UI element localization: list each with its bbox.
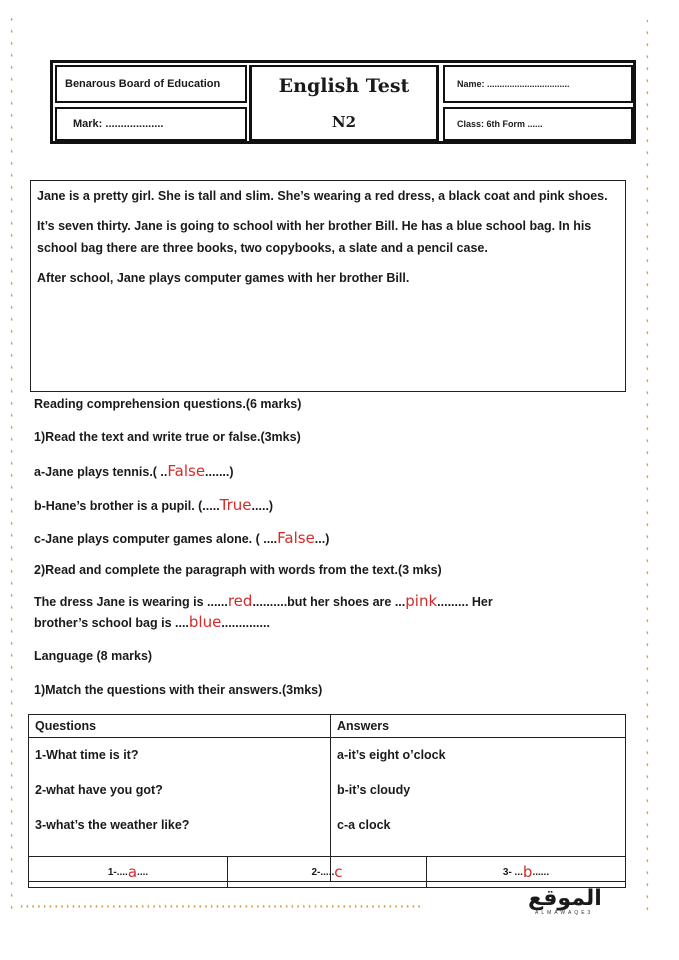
answer-item: a-it’s eight o’clock xyxy=(337,748,446,762)
item-text: a-Jane plays tennis.( .. xyxy=(34,465,168,479)
border-dot: ❜ xyxy=(646,547,649,557)
board-of-education: Benarous Board of Education xyxy=(55,65,247,103)
border-dot: ❛ xyxy=(10,113,13,123)
border-dot: ❛ xyxy=(10,149,13,159)
complete-paragraph-line-2 xyxy=(34,613,270,631)
border-dot: ❛ xyxy=(10,593,13,603)
border-dot: ❛ xyxy=(10,437,13,447)
border-dot: ❛ xyxy=(10,569,13,579)
border-dot: ❛ xyxy=(10,617,13,627)
border-dot: ❜ xyxy=(646,295,649,305)
border-dot: ❛ xyxy=(10,389,13,399)
border-dot: ❜ xyxy=(646,859,649,869)
border-dot: ❜ xyxy=(646,79,649,89)
border-dot: ❛ xyxy=(10,677,13,687)
border-dot: ❛ xyxy=(10,701,13,711)
border-dot: ❜ xyxy=(646,451,649,461)
border-dot: ❜ xyxy=(646,475,649,485)
passage-paragraph-3: After school, Jane plays computer games with her brother Bill. xyxy=(37,271,410,285)
page-border-left xyxy=(10,18,20,918)
answer-item: b-it’s cloudy xyxy=(337,783,411,797)
name-field: Name: ................................. xyxy=(443,65,633,103)
border-dot: ❛ xyxy=(10,605,13,615)
border-dot: ❛ xyxy=(10,797,13,807)
border-dot: ❛ xyxy=(10,485,13,495)
question-item: 1-What time is it? xyxy=(35,748,139,762)
handwritten-answer: blue xyxy=(188,613,222,631)
border-dot: ❛ xyxy=(10,221,13,231)
border-dot: ❜ xyxy=(646,883,649,893)
border-dot: ❜ xyxy=(646,259,649,269)
border-dot: ❜ xyxy=(646,835,649,845)
border-dot: ❛ xyxy=(10,749,13,759)
reading-question-1: 1)Read the text and write true or false.(3mks) xyxy=(34,430,301,444)
border-dot: ❛ xyxy=(10,905,13,915)
border-dot: ❛ xyxy=(10,317,13,327)
page-border-bottom: ❛ ❛ ❛ ❛ ❛ ❛ ❛ ❛ ❛ ❛ ❛ ❛ ❛ ❛ ❛ ❛ ❛ ❛ ❛ ❛ ❛ ❛ ❛ ❛ ❛ ❛ ❛ ❛ ❛ ❛ ❛ ❛ ❛ ❛ ❛ ❛ ❛ ❛ ❛ ❛ ❛ ❛ ❛ ❛ ❛ ❛ ❛ ❛ ❛ ❛ ❛ ❛ ❛ ❛ ❛ ❛ ❛ ❛ ❛ ❛ ❛ ❛ ❛ ❛ ❛ ❛ ❛ ❛ ❛ ❛ xyxy=(20,905,421,914)
border-dot: ❛ xyxy=(10,18,13,27)
handwritten-answer: b xyxy=(522,863,533,881)
border-dot: ❛ xyxy=(10,629,13,639)
border-dot: ❛ xyxy=(10,761,13,771)
border-dot: ❜ xyxy=(646,367,649,377)
test-title: English Test xyxy=(278,75,410,97)
item-text: ......... Her xyxy=(437,595,493,609)
question-item: 3-what’s the weather like? xyxy=(35,818,190,832)
border-dot: ❛ xyxy=(10,269,13,279)
border-dot: ❜ xyxy=(646,283,649,293)
true-false-b xyxy=(34,496,273,514)
border-dot: ❜ xyxy=(646,691,649,701)
border-dot: ❛ xyxy=(10,521,13,531)
border-dot: ❛ xyxy=(10,473,13,483)
border-dot: ❜ xyxy=(646,799,649,809)
border-dot: ❜ xyxy=(646,871,649,881)
language-heading: Language (8 marks) xyxy=(34,649,153,663)
border-dot: ❜ xyxy=(646,307,649,317)
border-dot: ❛ xyxy=(10,773,13,783)
border-dot: ❜ xyxy=(646,355,649,365)
border-dot: ❜ xyxy=(646,571,649,581)
border-dot: ❛ xyxy=(10,497,13,507)
border-dot: ❛ xyxy=(10,641,13,651)
border-dot: ❜ xyxy=(646,907,649,917)
border-dot: ❜ xyxy=(646,43,649,53)
handwritten-answer: c xyxy=(334,863,343,881)
border-dot: ❜ xyxy=(646,427,649,437)
test-number: N2 xyxy=(331,113,357,131)
border-dot: ❛ xyxy=(10,581,13,591)
border-dot: ❜ xyxy=(646,715,649,725)
border-dot: ❜ xyxy=(646,199,649,209)
border-dot: ❜ xyxy=(646,247,649,257)
border-dot: ❜ xyxy=(646,235,649,245)
border-dot: ❛ xyxy=(10,881,13,891)
border-dot: ❜ xyxy=(646,403,649,413)
border-dot: ❛ xyxy=(10,173,13,183)
page-border-right xyxy=(646,20,668,920)
border-dot: ❛ xyxy=(10,209,13,219)
item-text: 2-..... xyxy=(311,866,335,878)
border-dot: ❜ xyxy=(646,20,649,29)
border-dot: ❛ xyxy=(10,557,13,567)
border-dot: ❜ xyxy=(646,895,649,905)
border-dot: ❜ xyxy=(646,655,649,665)
border-dot: ❜ xyxy=(646,631,649,641)
true-false-c xyxy=(34,529,329,547)
border-dot: ❛ xyxy=(10,281,13,291)
border-dot: ❜ xyxy=(646,103,649,113)
border-dot: ❛ xyxy=(10,341,13,351)
class-field: Class: 6th Form ...... xyxy=(443,107,633,141)
border-dot: ❜ xyxy=(646,583,649,593)
border-dot: ❛ xyxy=(10,689,13,699)
complete-paragraph-line-1 xyxy=(34,592,493,610)
border-dot: ❛ xyxy=(10,785,13,795)
reading-heading: Reading comprehension questions.(6 marks) xyxy=(34,397,302,411)
item-text: c-Jane plays computer games alone. ( .... xyxy=(34,532,278,546)
border-dot: ❛ xyxy=(10,53,13,63)
question-item: 2-what have you got? xyxy=(35,783,163,797)
border-dot: ❛ xyxy=(10,65,13,75)
border-dot: ❛ xyxy=(10,185,13,195)
border-dot: ❛ xyxy=(10,305,13,315)
item-text: .... xyxy=(137,866,149,878)
border-dot: ❜ xyxy=(646,331,649,341)
border-dot: ❜ xyxy=(646,151,649,161)
border-dot: ❜ xyxy=(646,763,649,773)
border-dot: ❜ xyxy=(646,391,649,401)
border-dot: ❛ xyxy=(10,509,13,519)
border-dot: ❜ xyxy=(646,139,649,149)
border-dot: ❛ xyxy=(10,125,13,135)
answer-item: c-a clock xyxy=(337,818,391,832)
border-dot: ❜ xyxy=(646,415,649,425)
border-dot: ❜ xyxy=(646,667,649,677)
border-dot: ❛ xyxy=(10,365,13,375)
border-dot: ❜ xyxy=(646,175,649,185)
item-text: 3- ... xyxy=(502,866,523,878)
border-dot: ❛ xyxy=(10,533,13,543)
item-text: The dress Jane is wearing is ...... xyxy=(34,595,228,609)
column-header-questions: Questions xyxy=(29,715,331,738)
border-dot: ❛ xyxy=(10,857,13,867)
border-dot: ❛ xyxy=(10,257,13,267)
border-dot: ❛ xyxy=(10,821,13,831)
border-dot: ❜ xyxy=(646,379,649,389)
border-dot: ❛ xyxy=(10,89,13,99)
border-dot: ❜ xyxy=(646,727,649,737)
item-text: brother’s school bag is .... xyxy=(34,616,189,630)
border-dot: ❜ xyxy=(646,595,649,605)
reading-question-2: 2)Read and complete the paragraph with words from the text.(3 mks) xyxy=(34,563,442,577)
column-header-answers: Answers xyxy=(331,715,626,738)
match-answer-2 xyxy=(227,857,426,887)
test-header xyxy=(50,60,636,144)
match-answer-3 xyxy=(426,857,625,887)
border-dot: ❜ xyxy=(646,787,649,797)
border-dot: ❛ xyxy=(10,233,13,243)
border-dot: ❜ xyxy=(646,439,649,449)
border-dot: ❛ xyxy=(10,869,13,879)
border-dot: ❜ xyxy=(646,559,649,569)
border-dot: ❜ xyxy=(646,343,649,353)
border-dot: ❛ xyxy=(10,845,13,855)
border-dot: ❜ xyxy=(646,739,649,749)
item-text: .....) xyxy=(251,499,274,513)
border-dot: ❛ xyxy=(10,725,13,735)
border-dot: ❛ xyxy=(10,101,13,111)
border-dot: ❜ xyxy=(646,223,649,233)
border-dot: ❜ xyxy=(646,847,649,857)
language-question-1: 1)Match the questions with their answers.(3mks) xyxy=(34,683,323,697)
border-dot: ❛ xyxy=(10,461,13,471)
border-dot: ❜ xyxy=(646,751,649,761)
border-dot: ❛ xyxy=(10,449,13,459)
border-dot: ❛ xyxy=(10,377,13,387)
border-dot: ❛ xyxy=(10,329,13,339)
true-false-a xyxy=(34,462,234,480)
border-dot: ❜ xyxy=(646,31,649,41)
border-dot: ❜ xyxy=(646,775,649,785)
item-text: b-Hane’s brother is a pupil. (..... xyxy=(34,499,220,513)
border-dot: ❜ xyxy=(646,91,649,101)
mark-field: Mark: ................... xyxy=(55,107,247,141)
border-dot: ❜ xyxy=(646,499,649,509)
handwritten-answer: True xyxy=(219,496,252,514)
item-text: .......) xyxy=(205,465,234,479)
border-dot: ❛ xyxy=(10,77,13,87)
site-logo: الموقع xyxy=(528,886,602,911)
border-dot: ❛ xyxy=(10,293,13,303)
handwritten-answer: False xyxy=(277,529,315,547)
border-dot: ❛ xyxy=(10,737,13,747)
border-dot: ❛ xyxy=(10,713,13,723)
border-dot: ❜ xyxy=(646,535,649,545)
match-answer-row xyxy=(28,856,626,888)
border-dot: ❜ xyxy=(646,115,649,125)
handwritten-answer: a xyxy=(127,863,138,881)
border-dot: ❜ xyxy=(646,271,649,281)
match-answer-1 xyxy=(29,857,227,887)
border-dot: ❜ xyxy=(646,643,649,653)
border-dot: ❜ xyxy=(646,823,649,833)
border-dot: ❛ xyxy=(10,833,13,843)
border-dot: ❛ xyxy=(10,353,13,363)
item-text: ...) xyxy=(314,532,330,546)
border-dot: ❛ xyxy=(10,809,13,819)
border-dot: ❛ xyxy=(10,425,13,435)
border-dot: ❛ xyxy=(10,413,13,423)
border-dot: ❜ xyxy=(646,523,649,533)
border-dot: ❜ xyxy=(646,679,649,689)
item-text: .............. xyxy=(221,616,270,630)
border-dot: ❛ xyxy=(10,653,13,663)
handwritten-answer: pink xyxy=(405,592,438,610)
border-dot: ❜ xyxy=(646,487,649,497)
reading-passage xyxy=(30,180,626,392)
border-dot: ❛ xyxy=(10,545,13,555)
item-text: 1-.... xyxy=(107,866,128,878)
border-dot: ❛ xyxy=(10,137,13,147)
border-dot: ❛ xyxy=(10,401,13,411)
border-dot: ❜ xyxy=(646,607,649,617)
border-dot: ❜ xyxy=(646,211,649,221)
test-title-cell xyxy=(249,65,439,141)
border-dot: ❛ xyxy=(10,245,13,255)
border-dot: ❛ xyxy=(10,893,13,903)
border-dot: ❛ xyxy=(10,161,13,171)
border-dot: ❜ xyxy=(646,163,649,173)
item-text: ...... xyxy=(532,866,550,878)
border-dot: ❜ xyxy=(646,127,649,137)
site-logo-subtitle: ALMAWAQE3 xyxy=(535,910,594,916)
passage-paragraph-1: Jane is a pretty girl. She is tall and slim. She’s wearing a red dress, a black coat and pink shoes. xyxy=(37,189,608,203)
handwritten-answer: False xyxy=(167,462,206,480)
border-dot: ❜ xyxy=(646,463,649,473)
border-dot: ❜ xyxy=(646,187,649,197)
passage-paragraph-2: It’s seven thirty. Jane is going to school with her brother Bill. He has a blue school bag. In his school bag there are three books, two copybooks, a slate and a pencil case. xyxy=(37,219,592,255)
border-dot: ❜ xyxy=(646,511,649,521)
border-dot: ❛ xyxy=(10,29,13,39)
border-dot: ❛ xyxy=(10,665,13,675)
border-dot: ❛ xyxy=(10,197,13,207)
border-dot: ❛ xyxy=(10,41,13,51)
border-dot: ❜ xyxy=(646,811,649,821)
border-dot: ❜ xyxy=(646,619,649,629)
border-dot: ❜ xyxy=(646,55,649,65)
border-dot: ❜ xyxy=(646,703,649,713)
border-dot: ❜ xyxy=(646,319,649,329)
handwritten-answer: red xyxy=(227,592,253,610)
border-dot: ❜ xyxy=(646,67,649,77)
item-text: ..........but her shoes are ... xyxy=(252,595,406,609)
